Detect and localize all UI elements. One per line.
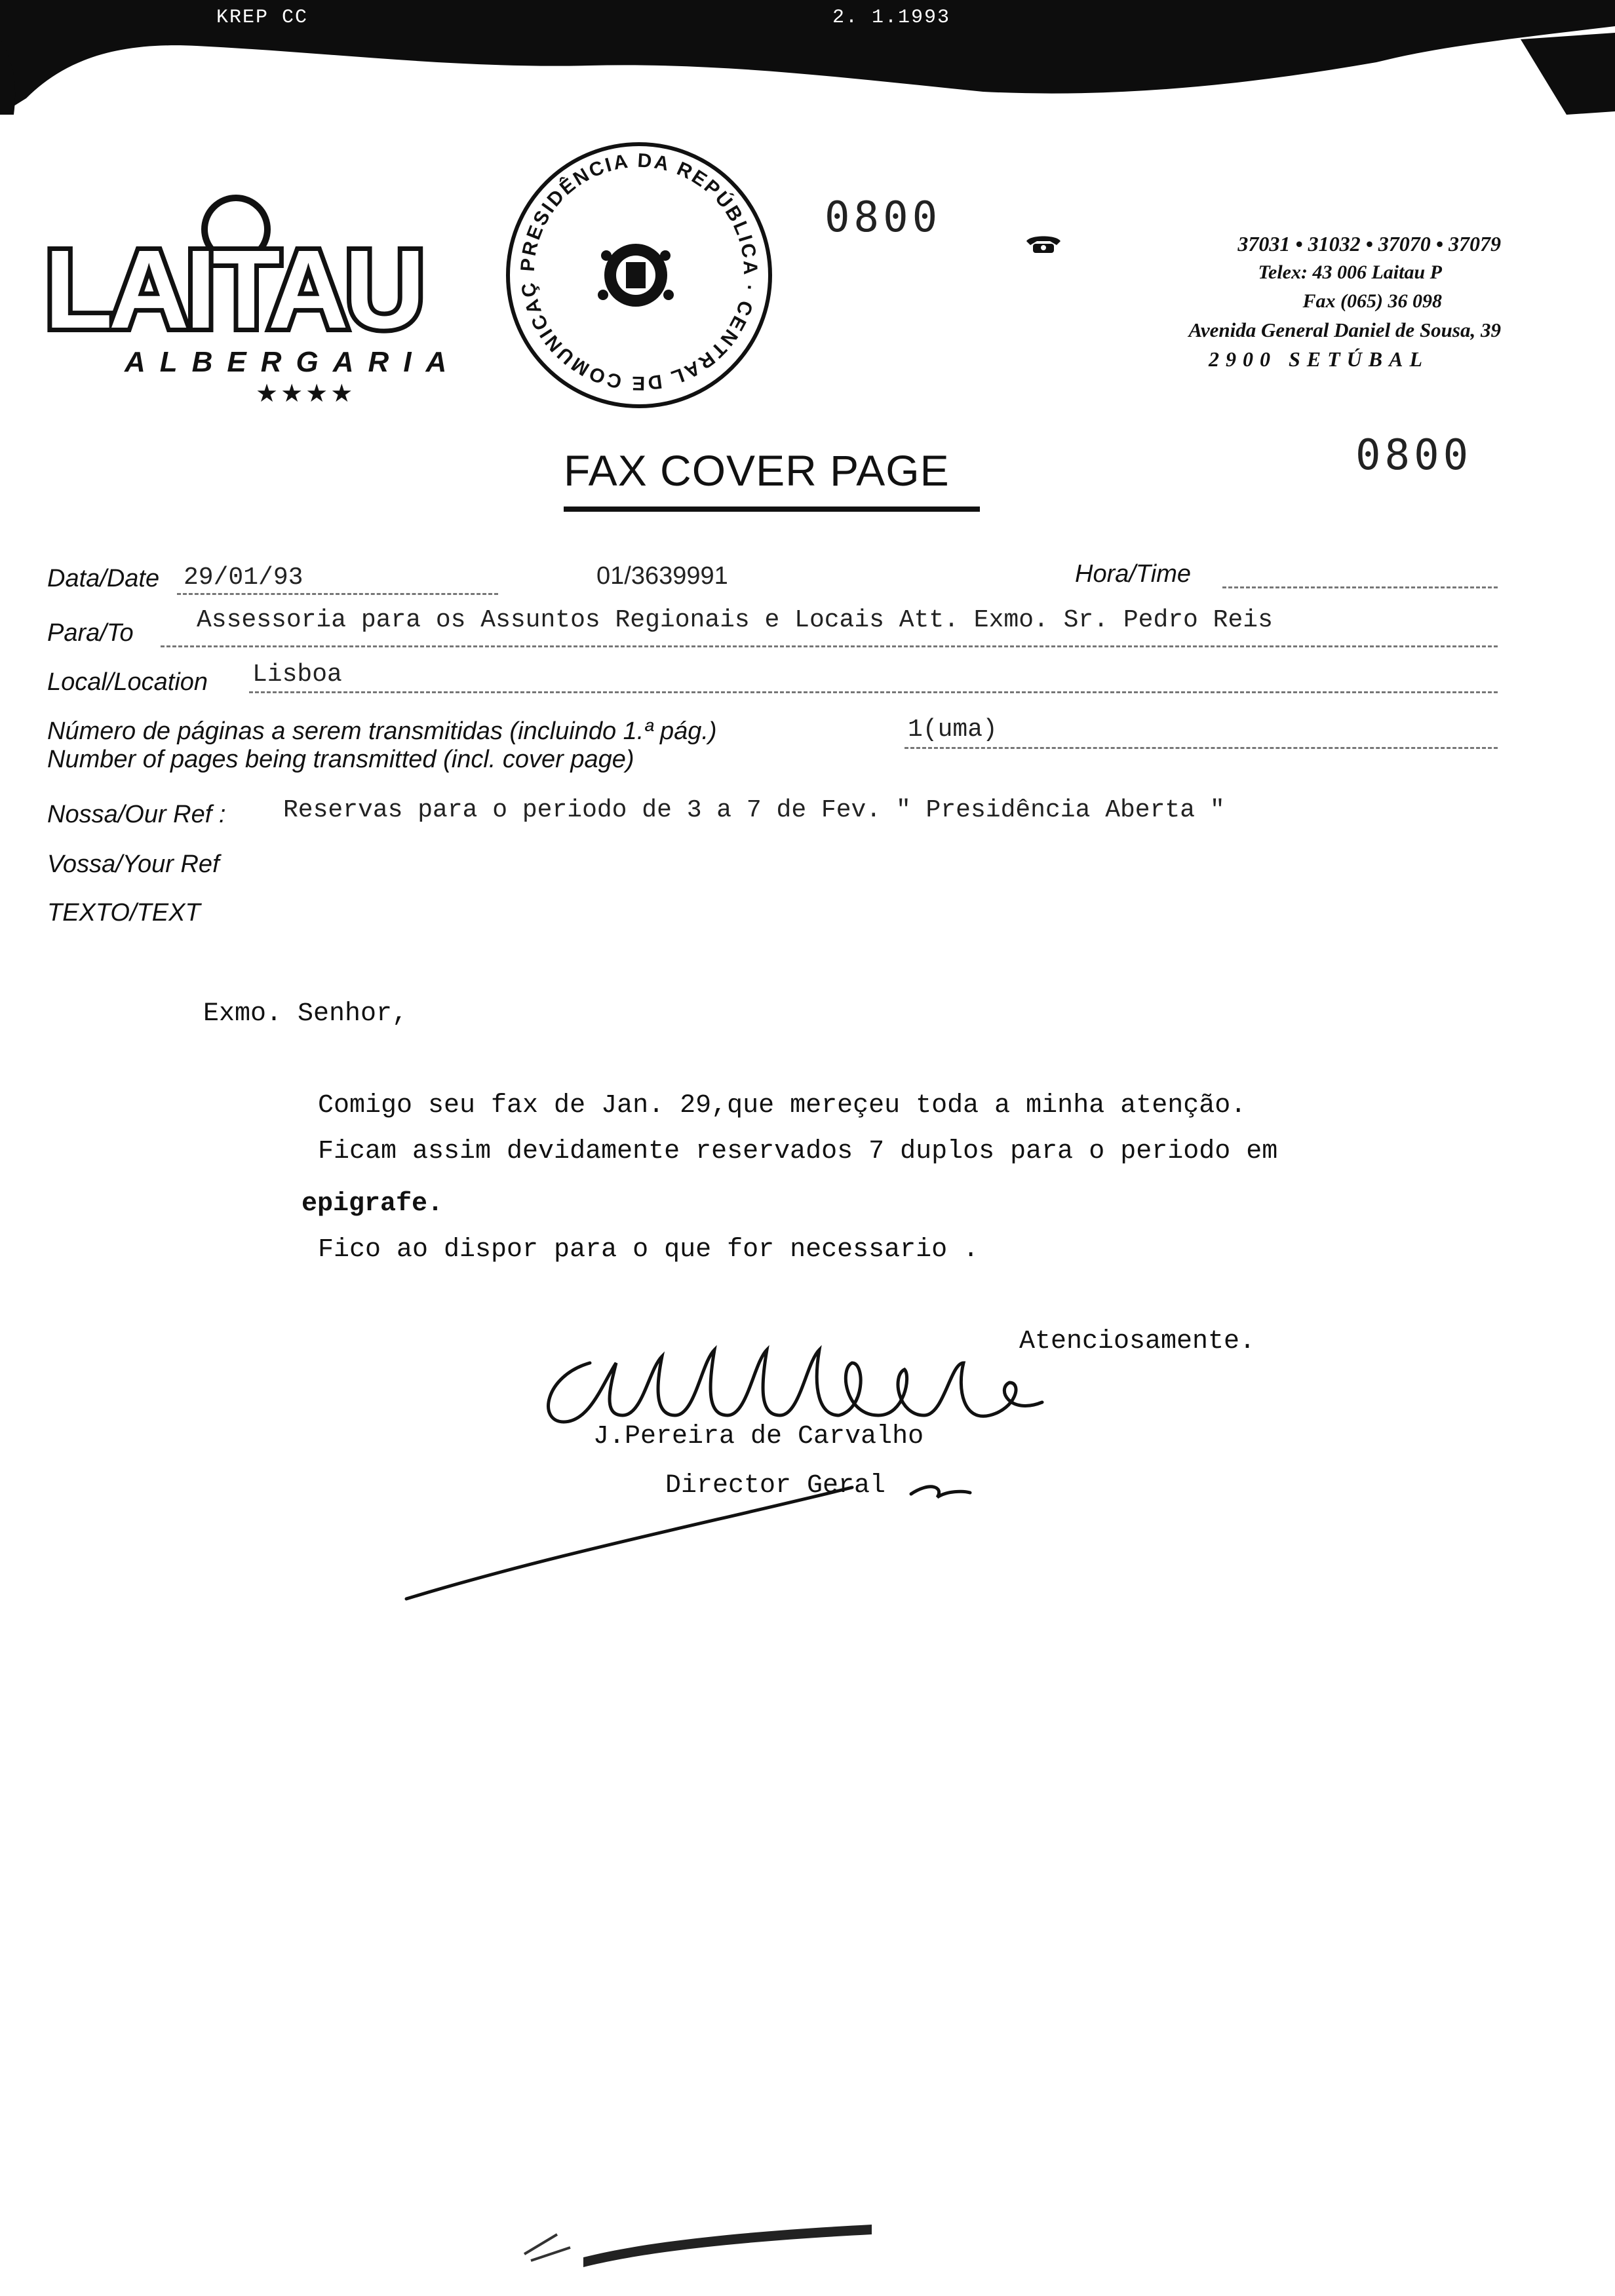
stamp-text: PRESIDÊNCIA DA REPÚBLICA · CENTRAL DE COMUNICAÇ — [516, 149, 762, 394]
time-label: Hora/Time — [1075, 560, 1192, 588]
your-ref-label: Vossa/Your Ref — [47, 851, 220, 878]
logo-name: LAITAU — [45, 227, 421, 347]
telephone-icon — [1024, 233, 1063, 254]
phone-value: 01/3639991 — [596, 562, 728, 590]
scan-artifact — [518, 2195, 885, 2274]
our-ref-label: Nossa/Our Ref : — [47, 801, 226, 828]
contact-address: Avenida General Daniel de Sousa, 39 — [1188, 318, 1501, 341]
handwritten-signature — [393, 1324, 1081, 1612]
reference-number-right: 0800 — [1355, 431, 1473, 480]
page-title: FAX COVER PAGE — [564, 446, 950, 495]
date-label: Data/Date — [47, 565, 160, 592]
contact-block — [1022, 229, 1501, 373]
contact-telex: Telex: 43 006 Laitau P — [1258, 261, 1442, 283]
coat-of-arms-icon — [598, 244, 674, 307]
signer-title: Director Geral — [665, 1471, 886, 1501]
contact-fax: Fax (065) 36 098 — [1302, 290, 1442, 312]
location-value: Lisboa — [252, 660, 342, 689]
phone-numbers: 37031 • 31032 • 37070 • 37079 — [1237, 232, 1501, 256]
logo-wordmark — [39, 190, 511, 347]
stamp-seal — [488, 128, 787, 416]
fax-header-date: 2. 1.1993 — [832, 7, 951, 29]
letter-closing: Atenciosamente. — [1019, 1327, 1256, 1356]
pages-label-en: Number of pages being transmitted (incl. cover page) — [47, 746, 634, 773]
logo-stars: ★★★★ — [256, 380, 356, 408]
official-stamp — [488, 128, 787, 416]
contact-city: 2900 SETÚBAL — [1208, 347, 1429, 371]
logo-subtitle: ALBERGARIA — [125, 346, 461, 378]
pages-line — [905, 747, 1498, 749]
pages-value: 1(uma) — [908, 716, 998, 744]
letter-line-3: epigrafe. — [302, 1189, 444, 1219]
signer-name: J.Pereira de Carvalho — [593, 1422, 924, 1451]
fax-header-line: KREP CC — [216, 7, 309, 29]
time-line — [1222, 586, 1498, 588]
letter-line-4: Fico ao dispor para o que for necessario . — [318, 1235, 979, 1265]
contact-phones — [1022, 229, 1501, 258]
date-line — [177, 593, 498, 595]
to-label: Para/To — [47, 619, 134, 647]
location-label: Local/Location — [47, 668, 208, 696]
letter-line-2: Ficam assim devidamente reservados 7 duplos para o periodo em — [318, 1137, 1278, 1166]
pages-label-pt: Número de páginas a serem transmitidas (incluindo 1.ª pág.) — [47, 718, 717, 745]
date-value: 29/01/93 — [184, 564, 303, 592]
hotel-logo — [39, 190, 511, 413]
to-value: Assessoria para os Assuntos Regionais e Locais Att. Exmo. Sr. Pedro Reis — [197, 606, 1273, 634]
to-line — [161, 645, 1498, 647]
our-ref-value: Reservas para o periodo de 3 a 7 de Fev. " Presidência Aberta " — [283, 796, 1225, 824]
fax-transmission-band — [0, 0, 1615, 115]
title-underline — [564, 507, 980, 512]
letter-salutation: Exmo. Senhor, — [203, 999, 408, 1029]
location-line — [249, 691, 1498, 693]
text-label: TEXTO/TEXT — [47, 899, 201, 927]
letter-line-1: Comigo seu fax de Jan. 29,que mereçeu toda a minha atenção. — [318, 1091, 1247, 1120]
reference-number-top: 0800 — [825, 193, 942, 242]
